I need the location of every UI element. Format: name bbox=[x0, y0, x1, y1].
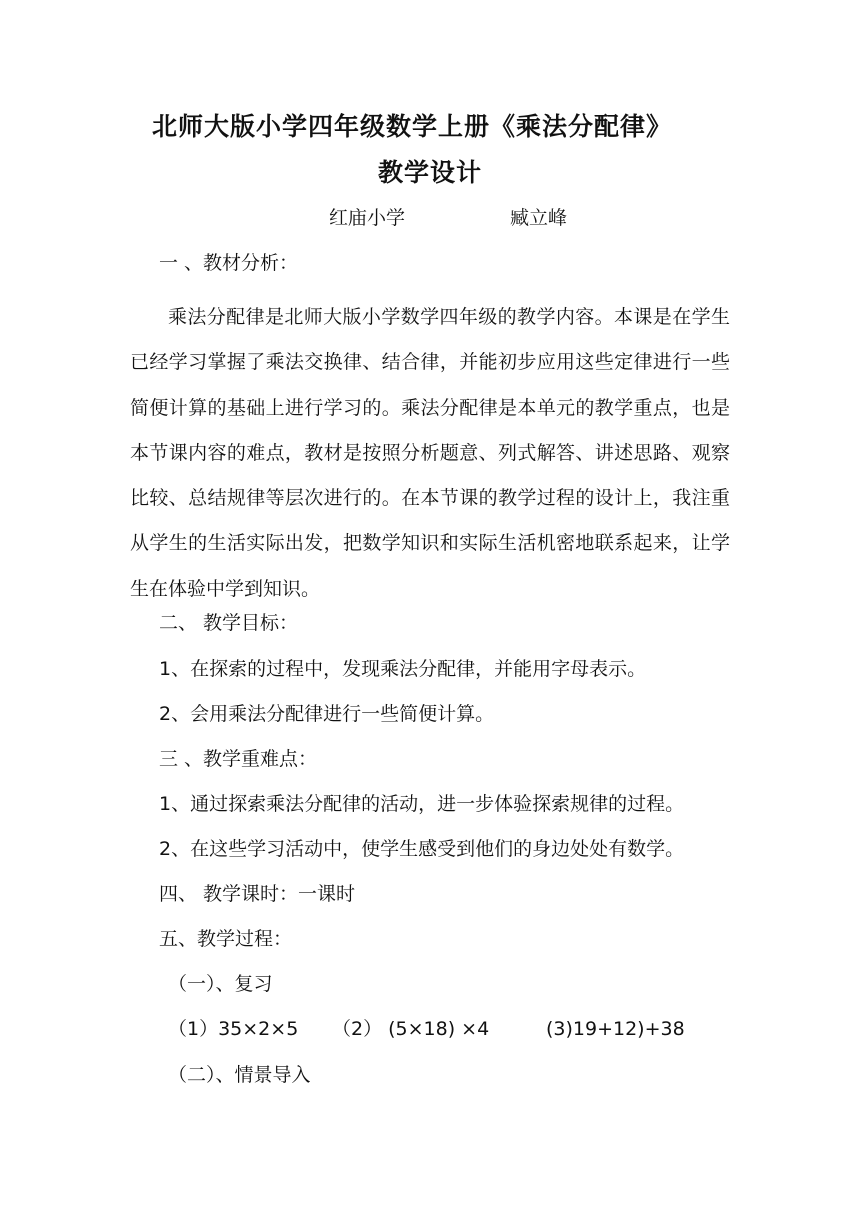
review-exercise-1: （1）35×2×5 bbox=[168, 1018, 299, 1040]
document-subtitle: 教学设计 bbox=[377, 158, 482, 187]
author-school: 红庙小学 bbox=[329, 207, 406, 229]
author-name: 臧立峰 bbox=[510, 207, 568, 229]
subsection-heading-scenario-intro: （二）、情景导入 bbox=[168, 1064, 311, 1086]
document-title: 北师大版小学四年级数学上册《乘法分配律》 bbox=[151, 112, 672, 141]
goal-item: 2、会用乘法分配律进行一些简便计算。 bbox=[159, 703, 495, 725]
key-point-item: 1、通过探索乘法分配律的活动，进一步体验探索规律的过程。 bbox=[159, 793, 685, 815]
review-exercise-3: (3)19+12)+38 bbox=[546, 1018, 685, 1040]
section-heading-class-hours: 四、 教学课时：一课时 bbox=[159, 883, 356, 905]
review-exercise-2: （2） (5×18) ×4 bbox=[332, 1018, 490, 1040]
section-heading-key-points: 三 、教学重难点： bbox=[159, 748, 318, 770]
material-analysis-paragraph: 乘法分配律是北师大版小学数学四年级的教学内容。本课是在学生已经学习掌握了乘法交换律、结合律，并能初步应用这些定律进行一些简便计算的基础上进行学习的。乘法分配律是本单元的教学重点，也是本节课内容的难点，教材是按照分析题意、列式解答、讲述思路、观察比较、总结规律等层次进行的。在本节课的教学过程的设计上，我注重从学生的生活实际出发，把数学知识和实际生活机密地联系起来，让学生在体验中学到知识。 bbox=[130, 306, 730, 600]
section-heading-teaching-process: 五、教学过程： bbox=[159, 928, 293, 950]
section-heading-teaching-goals: 二、 教学目标： bbox=[159, 612, 299, 634]
subsection-heading-review: （一）、复习 bbox=[168, 973, 273, 995]
key-point-item: 2、在这些学习活动中，使学生感受到他们的身边处处有数学。 bbox=[159, 838, 685, 860]
section-heading-material-analysis: 一 、教材分析： bbox=[159, 252, 299, 274]
goal-item: 1、在探索的过程中，发现乘法分配律，并能用字母表示。 bbox=[159, 658, 647, 680]
